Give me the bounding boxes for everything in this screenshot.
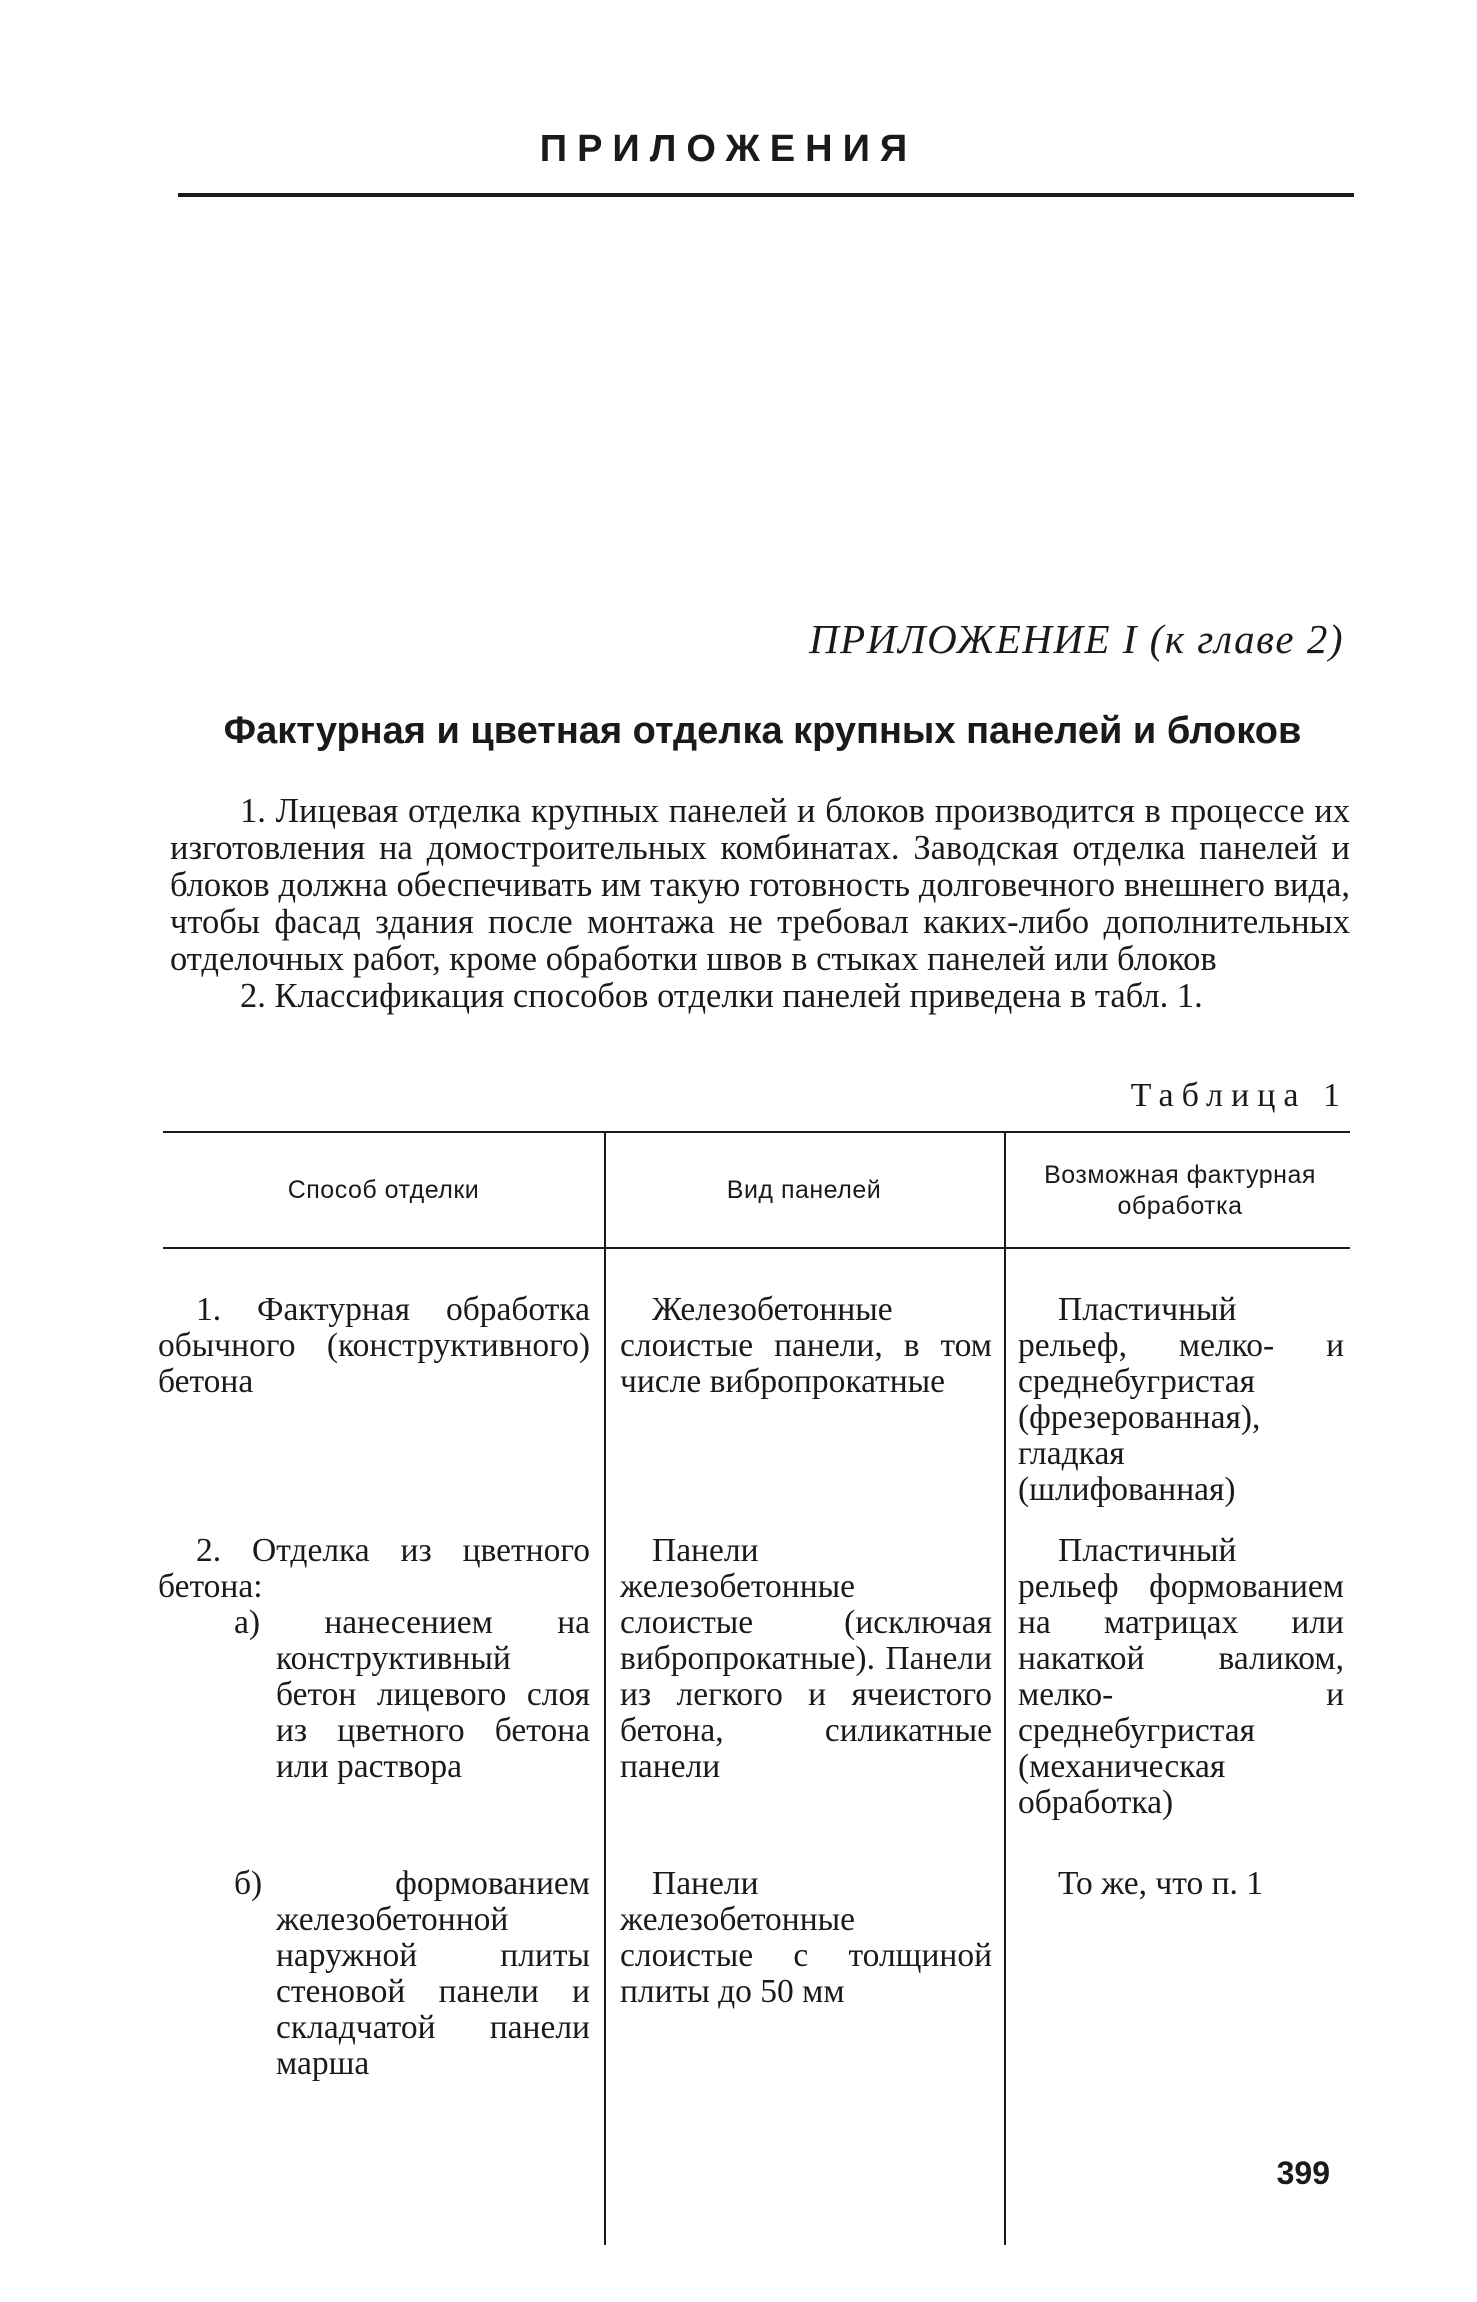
table-divider-2 xyxy=(1004,1133,1006,2245)
row2-panels: Панели железобетонные слоистые (исключая вибропрокатные). Панели из легкого и ячеистого бетона, силикатные панели xyxy=(620,1532,992,1785)
table-divider-1 xyxy=(604,1133,606,2245)
row3-treatment: То же, что п. 1 xyxy=(1058,1865,1263,1902)
appendix-label: ПРИЛОЖЕНИЕ I (к главе 2) xyxy=(809,616,1344,662)
paragraph-1: 1. Лицевая отделка крупных панелей и блоков производится в процессе их изготовления на домостроительных комбинатах. Заводская отделка панелей и блоков должна обеспечивать им такую готовность долговечного внешнего вида, чтобы фасад здания после монтажа не требовал каких-либо дополнительных отделочных работ, кроме обработки швов в стыках панелей или блоков xyxy=(170,792,1350,978)
table-row xyxy=(158,1533,590,1785)
row2-treatment: Пластичный рельеф формованием на матрицах или накаткой валиком, мелко- и среднебугристая (механическая обработка) xyxy=(1018,1532,1344,1821)
row2-panels-cell xyxy=(620,1533,992,1785)
running-title: ПРИЛОЖЕНИЯ xyxy=(539,128,918,170)
row2-method: 2. Отделка из цветного бетона: xyxy=(158,1532,590,1605)
table-row xyxy=(158,1866,590,2082)
table-header-rule xyxy=(163,1247,1350,1249)
page-number: 399 xyxy=(1276,2155,1330,2191)
col-header-method: Способ отделки xyxy=(287,1176,480,1204)
row1-panels-cell xyxy=(620,1292,992,1400)
paragraph-2: 2. Классификация способов отделки панелей приведена в табл. 1. xyxy=(240,977,1203,1015)
row1-panels: Железобетонные слоистые панели, в том числе вибропрокатные xyxy=(620,1291,992,1400)
table-row xyxy=(158,1292,590,1400)
row1-method: 1. Фактурная обработка обычного (конструктивного) бетона xyxy=(158,1291,590,1400)
col-header-treatment: Возможная фактурная обработка xyxy=(1044,1161,1316,1220)
body-text xyxy=(170,793,1350,1015)
table-top-rule xyxy=(163,1131,1350,1133)
row2-method-sub: а) нанесением на конструктивный бетон лицевого слоя из цветного бетона или раствора xyxy=(234,1604,590,1785)
header-rule xyxy=(178,193,1354,197)
row1-treatment: Пластичный рельеф, мелко- и среднебугристая (фрезерованная), гладкая (шлифованная) xyxy=(1018,1291,1344,1508)
col-header-panels: Вид панелей xyxy=(726,1176,882,1204)
table-caption: Таблица 1 xyxy=(1130,1077,1348,1114)
row3-panels-cell xyxy=(620,1866,992,2010)
row3-method-sub: б) формованием железобетонной наружной плиты стеновой панели и складчатой панели марша xyxy=(234,1865,590,2082)
section-title: Фактурная и цветная отделка крупных панелей и блоков xyxy=(223,710,1302,752)
row3-treatment-cell xyxy=(1018,1866,1344,1902)
row3-panels: Панели железобетонные слоистые с толщиной плиты до 50 мм xyxy=(620,1865,992,2010)
row2-treatment-cell xyxy=(1018,1533,1344,1821)
row1-treatment-cell xyxy=(1018,1292,1344,1508)
